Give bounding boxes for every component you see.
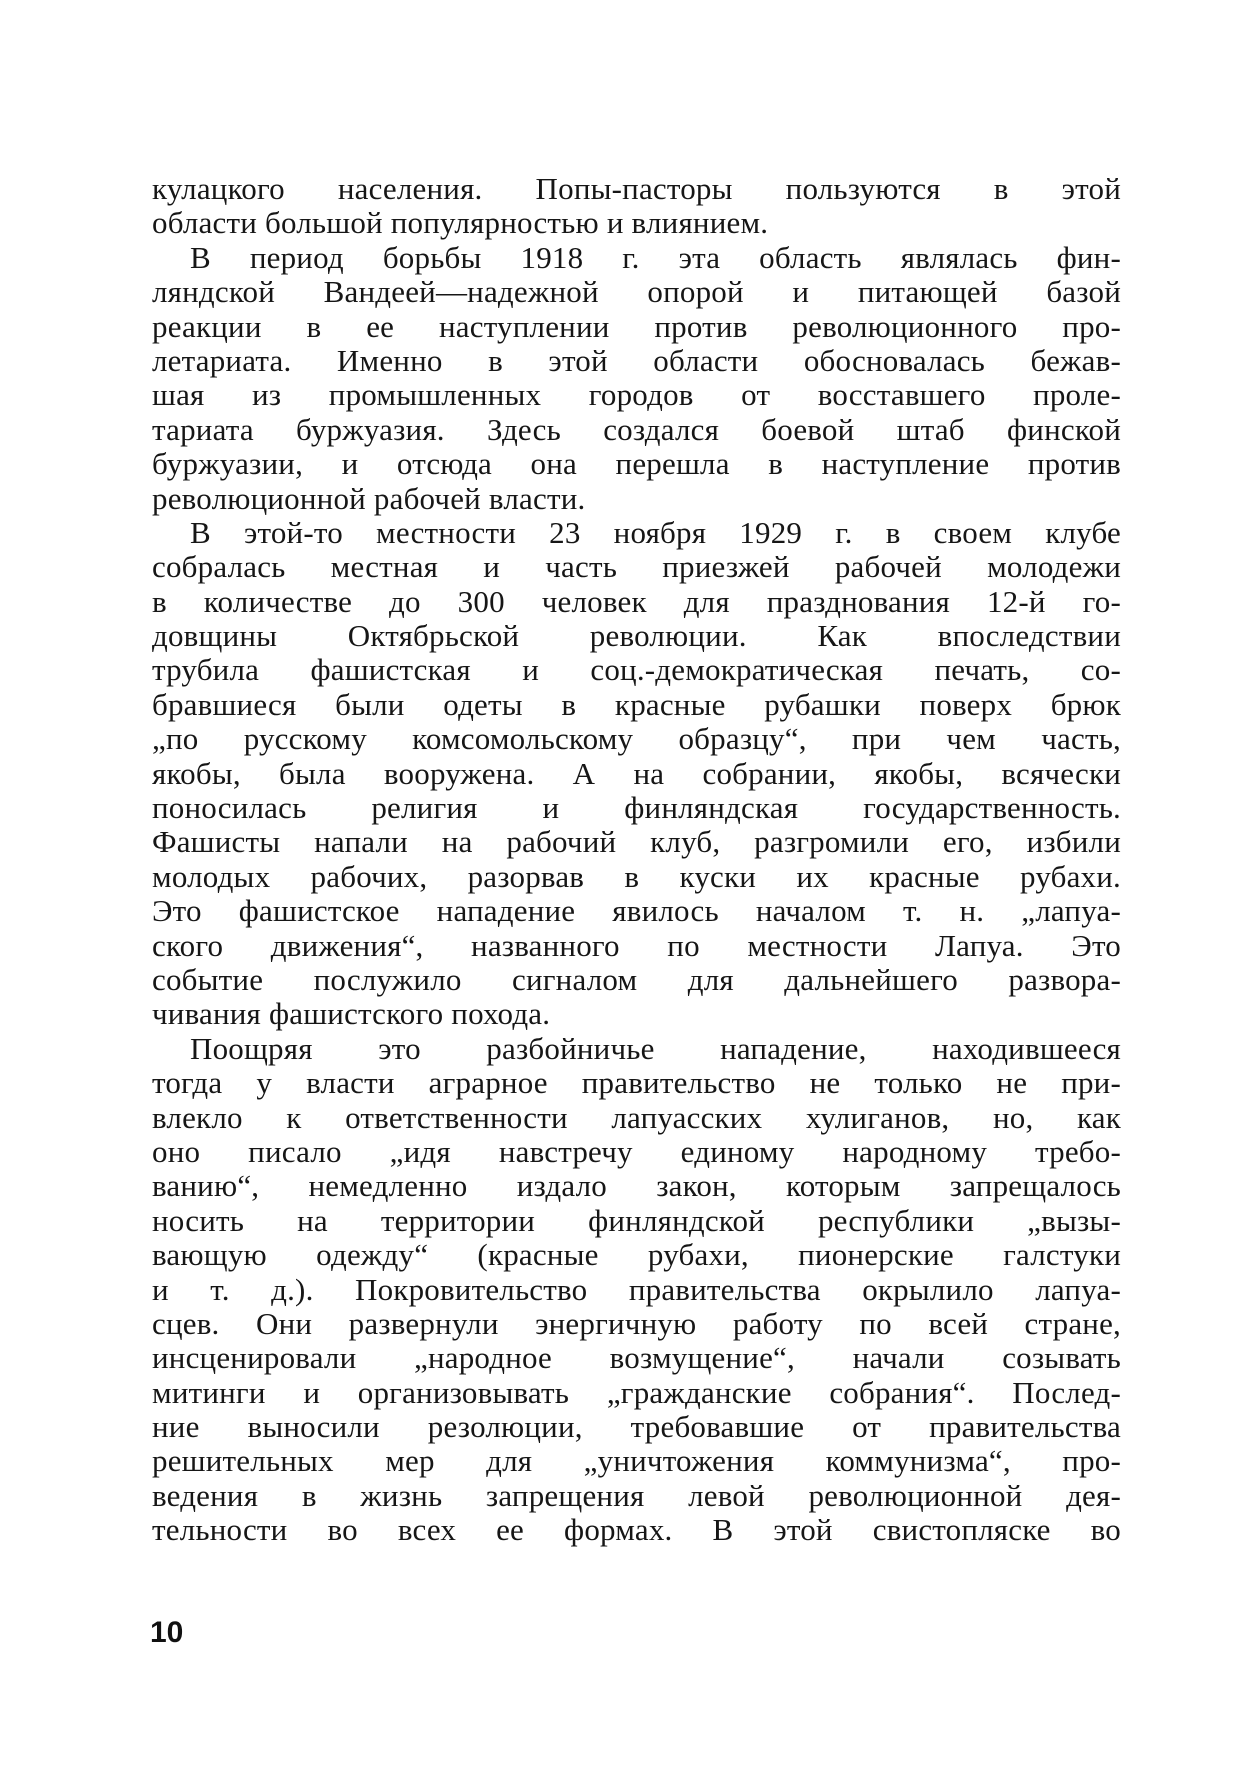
text-line: событие послужило сигналом для дальнейшего развора-: [152, 962, 1121, 997]
paragraph-start-line: В этой-то местности 23 ноября 1929 г. в своем клубе: [190, 515, 1121, 550]
text-line: ляндской Вандеей—надежной опорой и питающей базой: [152, 275, 1121, 310]
text-line: чивания фашистского похода.: [152, 997, 551, 1032]
text-line: „по русскому комсомольскому образцу“, при чем часть,: [152, 722, 1121, 757]
text-line: революционной рабочей власти.: [152, 481, 586, 516]
text-line: тельности во всех ее формах. В этой свистопляске во: [152, 1513, 1121, 1548]
text-line: поносилась религия и финляндская государственность.: [152, 791, 1121, 826]
text-line: летариата. Именно в этой области обосновалась бежав-: [152, 343, 1121, 378]
text-line: тогда у власти аграрное правительство не только не при-: [152, 1066, 1121, 1101]
page-number: 10: [150, 1616, 184, 1649]
text-line: шая из промышленных городов от восставшего проле-: [152, 378, 1121, 413]
text-line: Это фашистское нападение явилось началом т. н. „лапуа-: [152, 894, 1121, 929]
text-line: решительных мер для „уничтожения коммунизма“, про-: [152, 1444, 1121, 1479]
text-line: области большой популярностью и влиянием.: [152, 206, 769, 241]
text-line: сцев. Они развернули энергичную работу по всей стране,: [152, 1306, 1121, 1341]
text-line: Фашисты напали на рабочий клуб, разгромили его, избили: [152, 825, 1121, 860]
text-line: ние выносили резолюции, требовавшие от правительства: [152, 1410, 1121, 1445]
text-line: трубила фашистская и соц.-демократическая печать, со-: [152, 653, 1121, 688]
text-line: вающую одежду“ (красные рубахи, пионерские галстуки: [152, 1238, 1121, 1273]
body-text: [152, 172, 1121, 1548]
text-line: якобы, была вооружена. А на собрании, якобы, всячески: [152, 756, 1121, 791]
text-line: ского движения“, названного по местности Лапуа. Это: [152, 928, 1121, 963]
text-line: бравшиеся были одеты в красные рубашки поверх брюк: [152, 687, 1121, 722]
text-line: инсценировали „народное возмущение“, начали созывать: [152, 1341, 1121, 1376]
text-line: довщины Октябрьской революции. Как впоследствии: [152, 619, 1121, 654]
text-line: тариата буржуазия. Здесь создался боевой штаб финской: [152, 412, 1121, 447]
text-line: кулацкого населения. Попы-пасторы пользуются в этой: [152, 172, 1121, 206]
text-line: ванию“, немедленно издало закон, которым запрещалось: [152, 1169, 1121, 1204]
text-line: собралась местная и часть приезжей рабочей молодежи: [152, 550, 1121, 585]
text-line: буржуазии, и отсюда она перешла в наступление против: [152, 447, 1121, 482]
paragraph-start-line: Поощряя это разбойничье нападение, находившееся: [190, 1031, 1121, 1066]
text-line: реакции в ее наступлении против революционного про-: [152, 309, 1121, 344]
text-line: и т. д.). Покровительство правительства окрылило лапуа-: [152, 1272, 1121, 1307]
text-line: влекло к ответственности лапуасских хулиганов, но, как: [152, 1100, 1121, 1135]
text-line: молодых рабочих, разорвав в куски их красные рубахи.: [152, 859, 1121, 894]
text-line: в количестве до 300 человек для празднования 12-й го-: [152, 584, 1121, 619]
paragraph-start-line: В период борьбы 1918 г. эта область являлась фин-: [190, 240, 1121, 275]
text-line: ведения в жизнь запрещения левой революционной дея-: [152, 1478, 1121, 1513]
text-line: носить на территории финляндской республики „вызы-: [152, 1203, 1121, 1238]
text-line: оно писало „идя навстречу единому народному требо-: [152, 1134, 1121, 1169]
text-line: митинги и организовывать „гражданские собрания“. Послед-: [152, 1375, 1121, 1410]
